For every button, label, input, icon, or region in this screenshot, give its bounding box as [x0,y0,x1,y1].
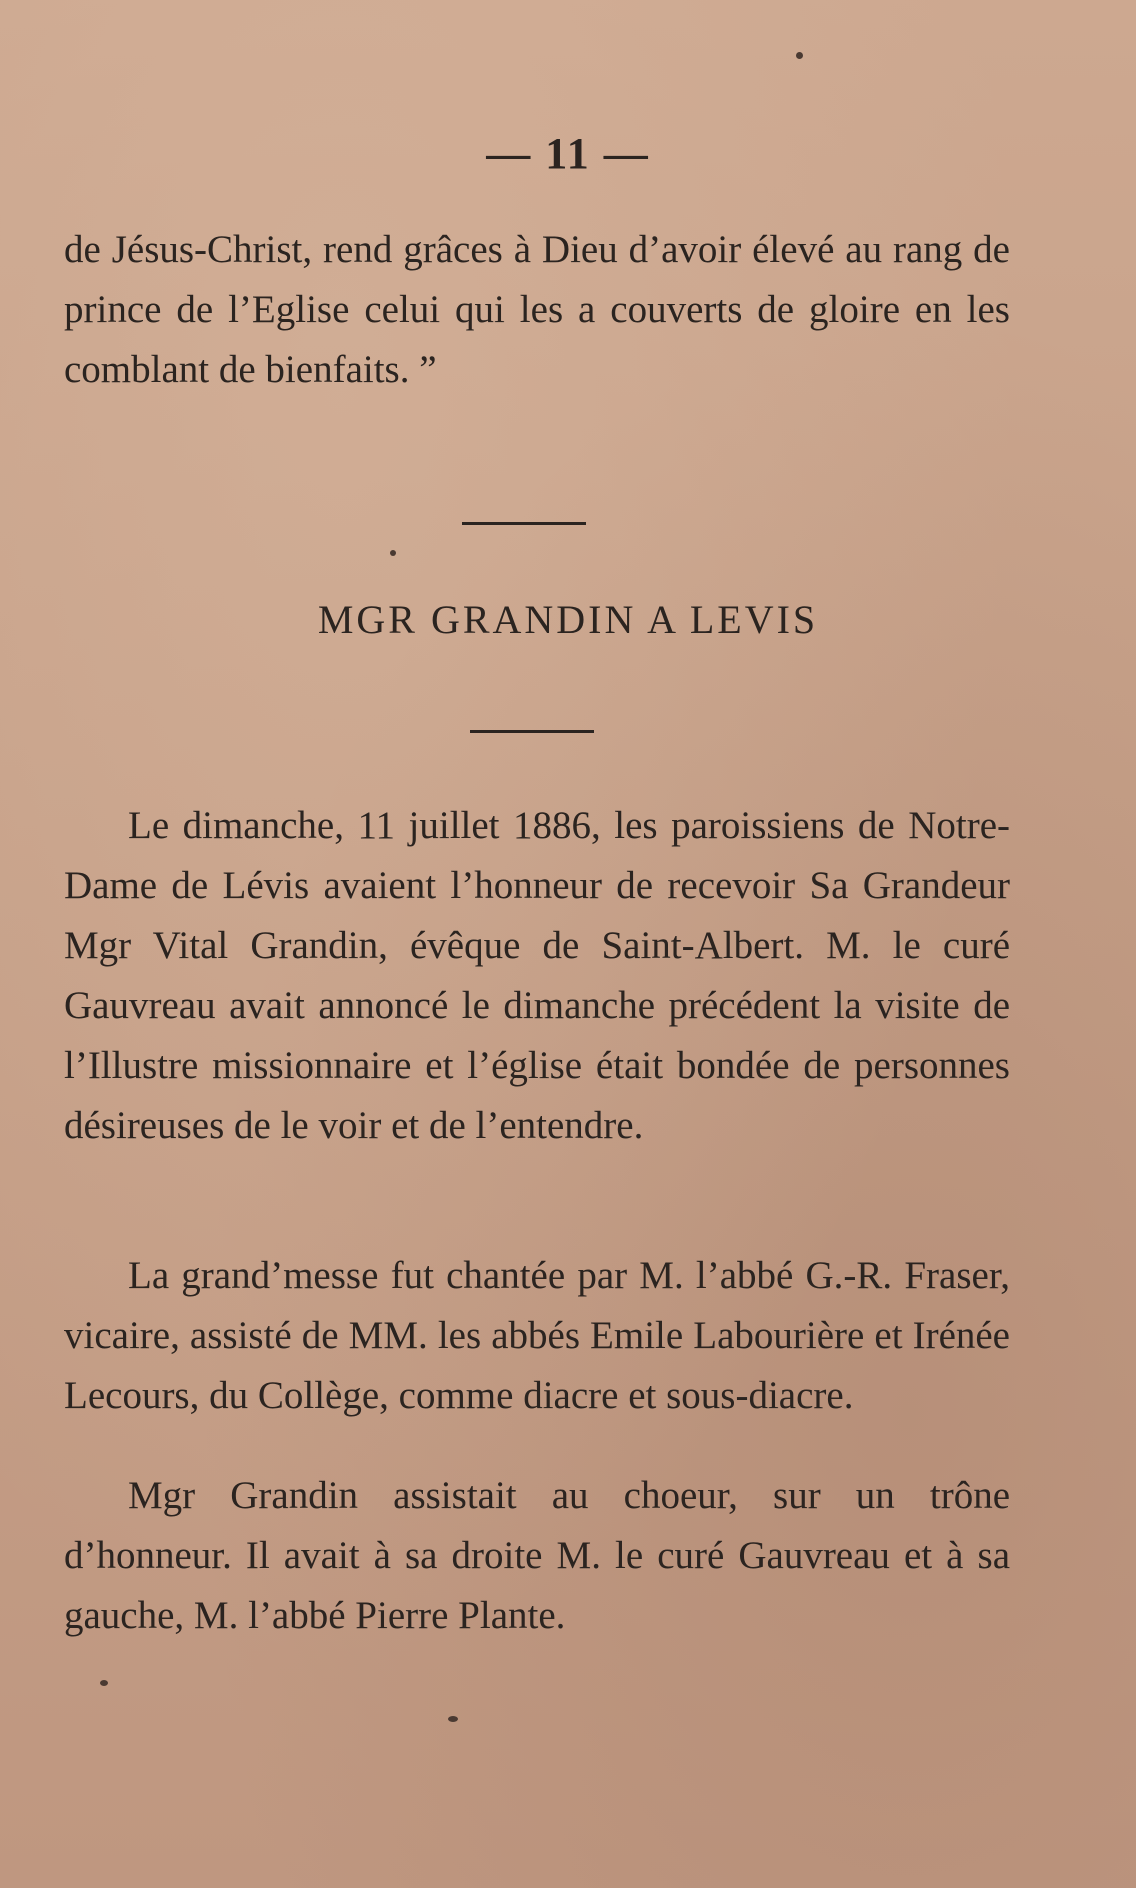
paper-speck [390,550,396,556]
paper-speck [448,1716,458,1722]
opening-paragraph: de Jésus-Christ, rend grâces à Dieu d’avoir élevé au rang de prince de l’Eglise celui qui les a couverts de gloire en les comblant de bienfaits. ” [64,228,1010,391]
divider-top [462,522,586,525]
section-title: MGR GRANDIN A LEVIS [317,597,819,642]
paper-speck [796,52,803,59]
divider-bottom [470,730,594,733]
paragraph-choir: Mgr Grandin assistait au choeur, sur un trône d’honneur. Il avait à sa droite M. le curé Gauvreau et à sa gauche, M. l’abbé Pierre Plante. [64,1474,1010,1637]
paragraph-visit: Le dimanche, 11 juillet 1886, les paroissiens de Notre-Dame de Lévis avaient l’honneur de recevoir Sa Grandeur Mgr Vital Grandin, évêque de Saint-Albert. M. le curé Gauvreau avait annoncé le dimanche précédent la visite de l’Illustre missionnaire et l’église était bondée de personnes désireuses de le voir et de l’entendre. [64,804,1010,1147]
page-number: — 11 — [486,129,650,178]
paragraph-mass: La grand’messe fut chantée par M. l’abbé G.-R. Fraser, vicaire, assisté de MM. les abbés Emile Labourière et Irénée Lecours, du Collège, comme diacre et sous-diacre. [64,1254,1010,1417]
paper-speck [100,1680,108,1686]
